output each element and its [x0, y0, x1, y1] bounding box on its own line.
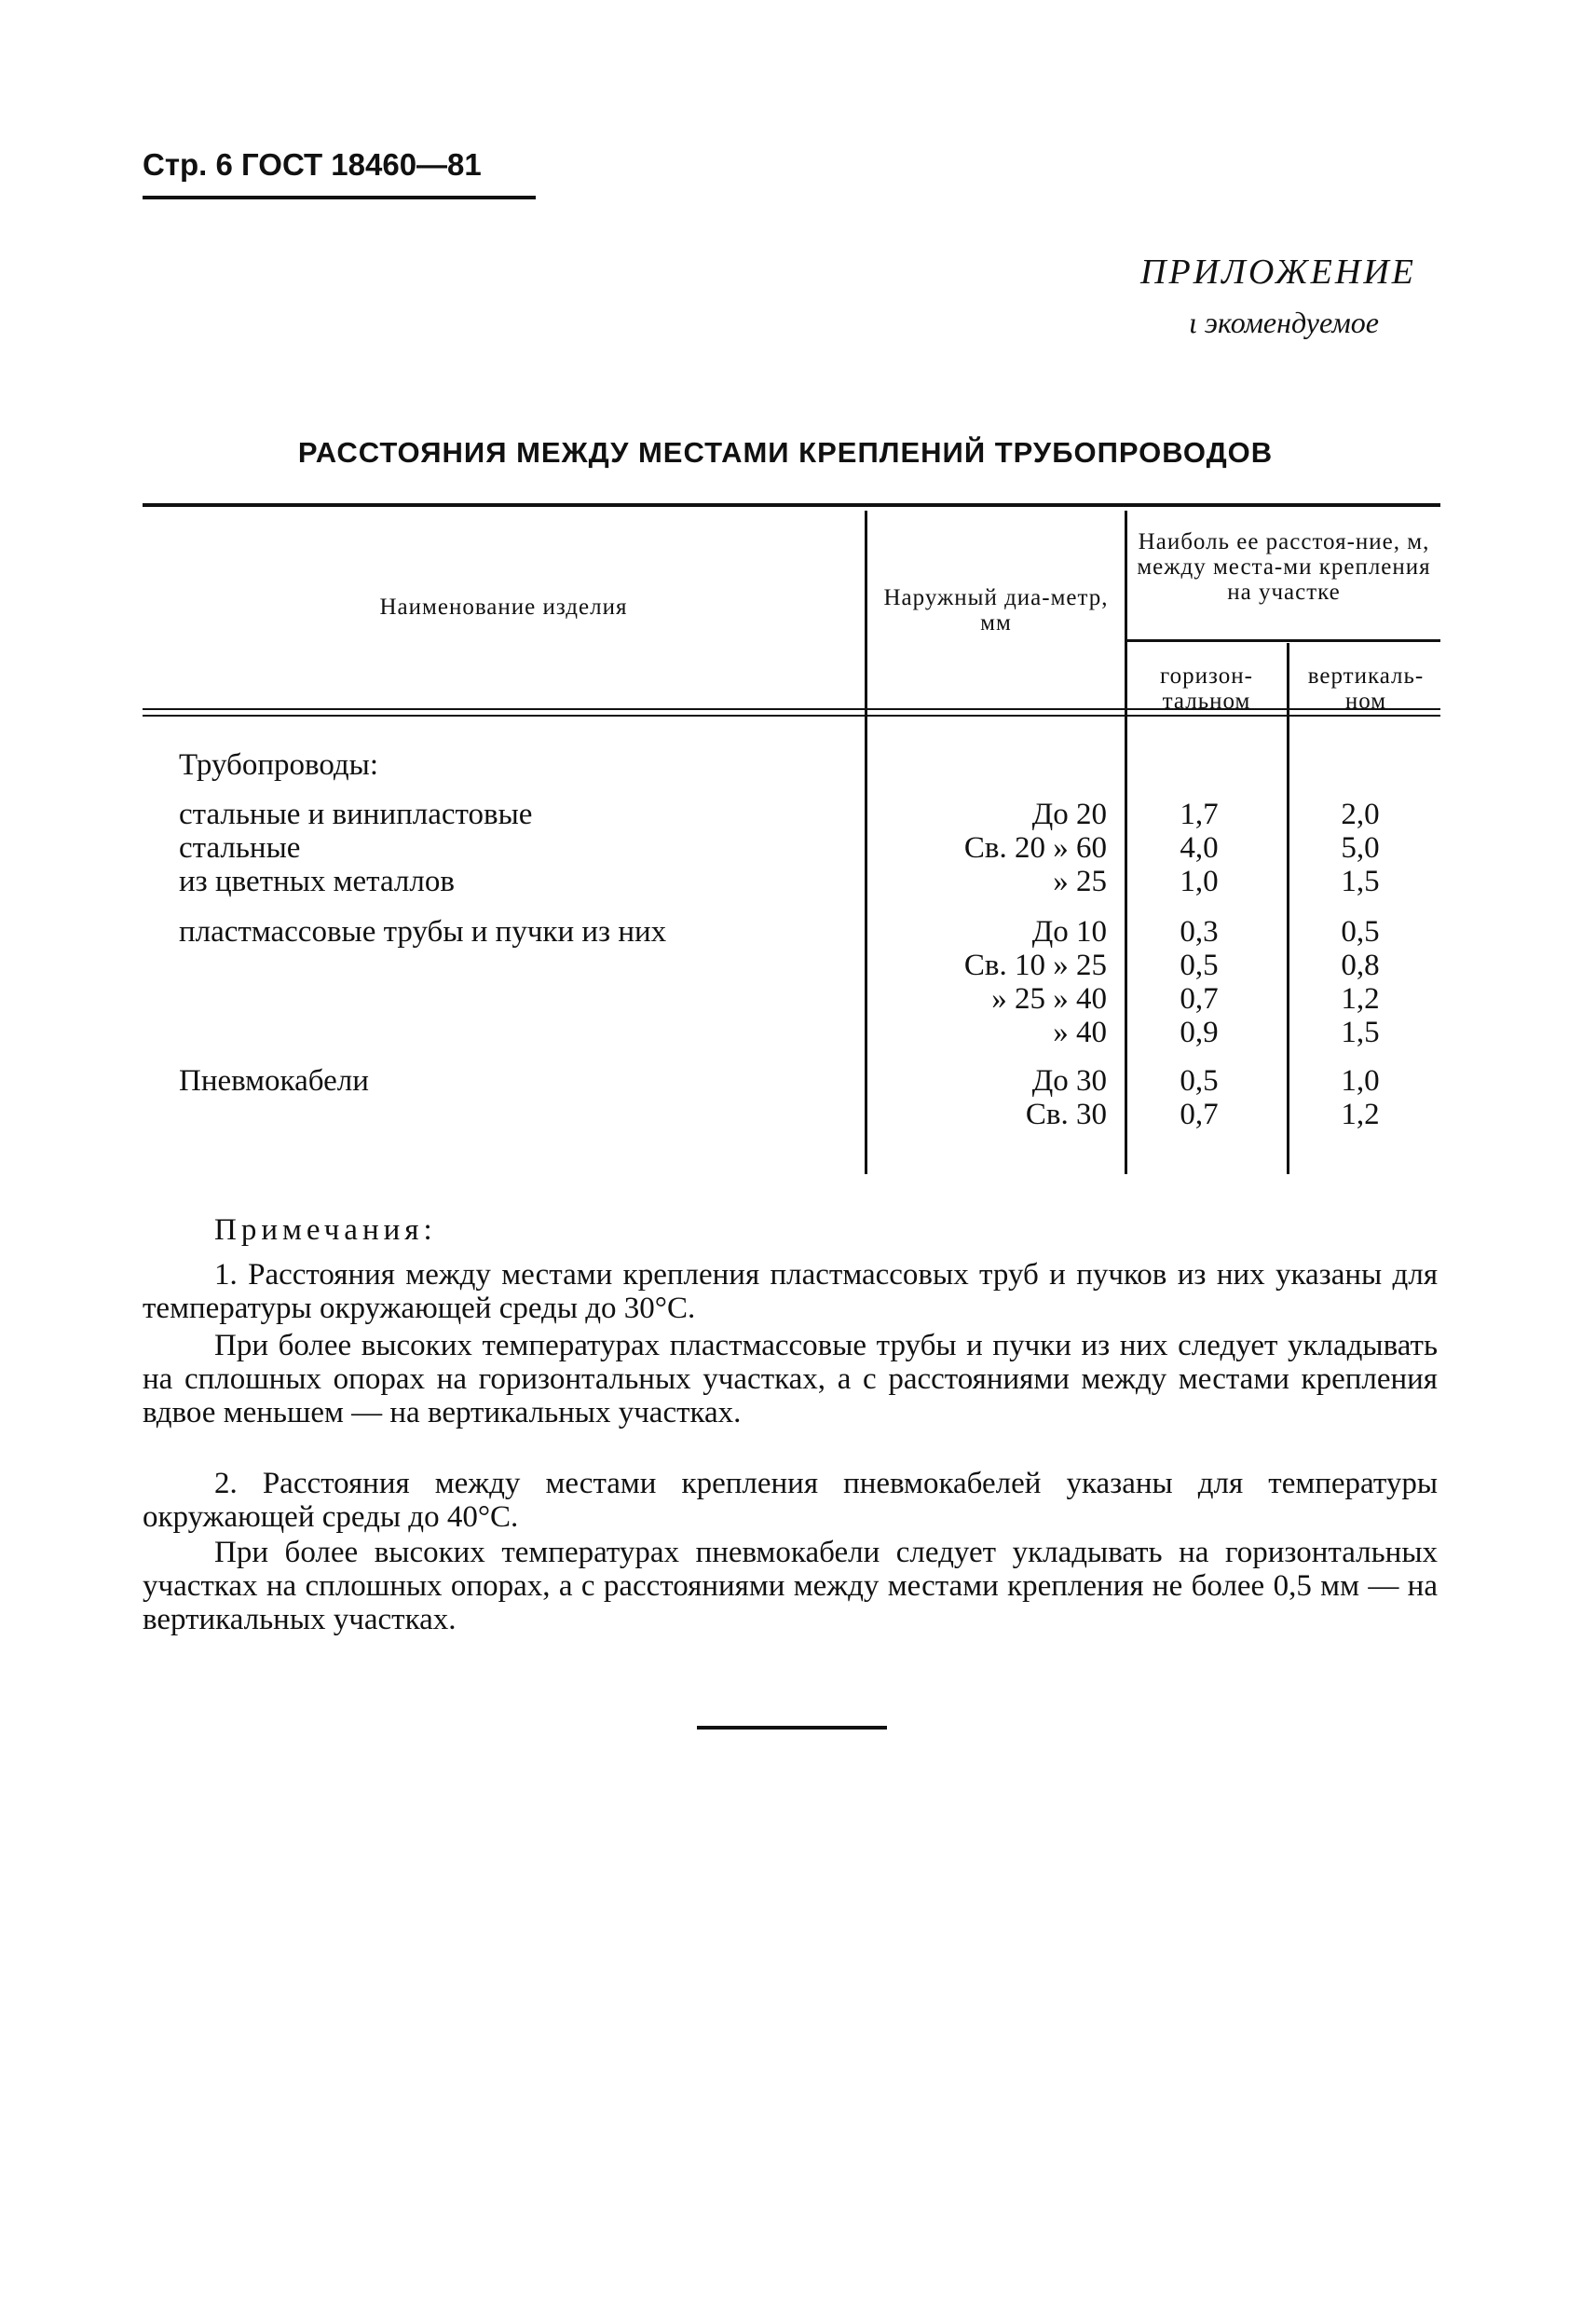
table-row-vertical: 2,0 [1341, 798, 1380, 831]
table-row-name: стальные [179, 831, 301, 865]
table-row-diameter: До 30 [1031, 1064, 1107, 1098]
table-row-diameter: Св. 30 [1025, 1098, 1107, 1131]
table-row-diameter: » 40 [1053, 1016, 1107, 1049]
header-rule [143, 196, 536, 199]
column-divider-3 [1287, 643, 1289, 1174]
header-bottom-rule-2 [143, 715, 1440, 717]
table-row-diameter: Св. 10 » 25 [963, 949, 1107, 982]
table-row-name: пластмассовые трубы и пучки из них [179, 915, 667, 949]
notes-title: Примечания: [214, 1213, 437, 1247]
table-row-vertical: 5,0 [1341, 831, 1380, 865]
table-row-horizontal: 0,7 [1180, 1098, 1219, 1131]
table-row-name: стальные и винипластовые [179, 798, 533, 831]
appendix-title: ПРИЛОЖЕНИЕ [1140, 253, 1416, 292]
table-row-horizontal: 1,0 [1180, 865, 1219, 898]
note-paragraph-1: 1. Расстояния между местами крепления пластмассовых труб и пучков из них указаны для температуры окружающей среды до 30°С. [143, 1258, 1438, 1325]
header-horizontal: горизон-тальном [1160, 663, 1253, 714]
note-paragraph-3: 2. Расстояния между местами крепления пневмокабелей указаны для температуры окружающей среды до 40°С. [143, 1467, 1438, 1534]
note-paragraph-2: При более высоких температурах пластмассовые трубы и пучки из них следует укладывать на сплошных опорах на горизонтальных участках, а с расстояниями между местами крепления вдвое меньшем — на вертикальных участках. [143, 1329, 1438, 1429]
header-name: Наименование изделия [379, 595, 628, 620]
table-row-diameter: До 20 [1031, 798, 1107, 831]
column-divider-2 [1125, 511, 1127, 1174]
table-row-diameter: Св. 20 » 60 [963, 831, 1107, 865]
table-row-horizontal: 0,7 [1180, 982, 1219, 1016]
table-row-horizontal: 0,9 [1180, 1016, 1219, 1049]
appendix-subtitle: ι экомендуемое [1188, 306, 1379, 339]
table-row-name: из цветных металлов [179, 865, 455, 898]
table-row-diameter: » 25 » 40 [991, 982, 1107, 1016]
header-vertical: вертикаль-ном [1307, 663, 1425, 714]
table-row-vertical: 1,0 [1341, 1064, 1380, 1098]
table-row-vertical: 1,2 [1341, 982, 1380, 1016]
subheader-rule [1127, 639, 1440, 642]
table-row-horizontal: 4,0 [1180, 831, 1219, 865]
table-row-name: Пневмокабели [179, 1064, 369, 1098]
header-max-distance: Наиболь ее расстоя-ние, м, между места-ми крепления на участке [1137, 529, 1431, 605]
page-header: Стр. 6 ГОСТ 18460—81 [143, 147, 482, 182]
end-rule [697, 1726, 887, 1730]
table-row-horizontal: 0,5 [1180, 949, 1219, 982]
note-paragraph-4: При более высоких температурах пневмокабели следует укладывать на горизонтальных участках на сплошных опорах, а с расстояниями между местами крепления не более 0,5 мм — на вертикальных участках. [143, 1536, 1438, 1636]
group-label: Трубопроводы: [179, 748, 379, 782]
table-row-vertical: 0,8 [1341, 949, 1380, 982]
table-row-diameter: До 10 [1031, 915, 1107, 949]
table-row-vertical: 1,5 [1341, 865, 1380, 898]
table-row-vertical: 1,5 [1341, 1016, 1380, 1049]
table-row-horizontal: 1,7 [1180, 798, 1219, 831]
header-diameter: Наружный диа-метр, мм [883, 585, 1109, 636]
table-row-vertical: 1,2 [1341, 1098, 1380, 1131]
table-top-rule [143, 503, 1440, 507]
table-row-diameter: » 25 [1053, 865, 1107, 898]
document-title: РАССТОЯНИЯ МЕЖДУ МЕСТАМИ КРЕПЛЕНИЙ ТРУБОПРОВОДОВ [297, 436, 1274, 469]
table-row-horizontal: 0,5 [1180, 1064, 1219, 1098]
table-row-vertical: 0,5 [1341, 915, 1380, 949]
table-row-horizontal: 0,3 [1180, 915, 1219, 949]
